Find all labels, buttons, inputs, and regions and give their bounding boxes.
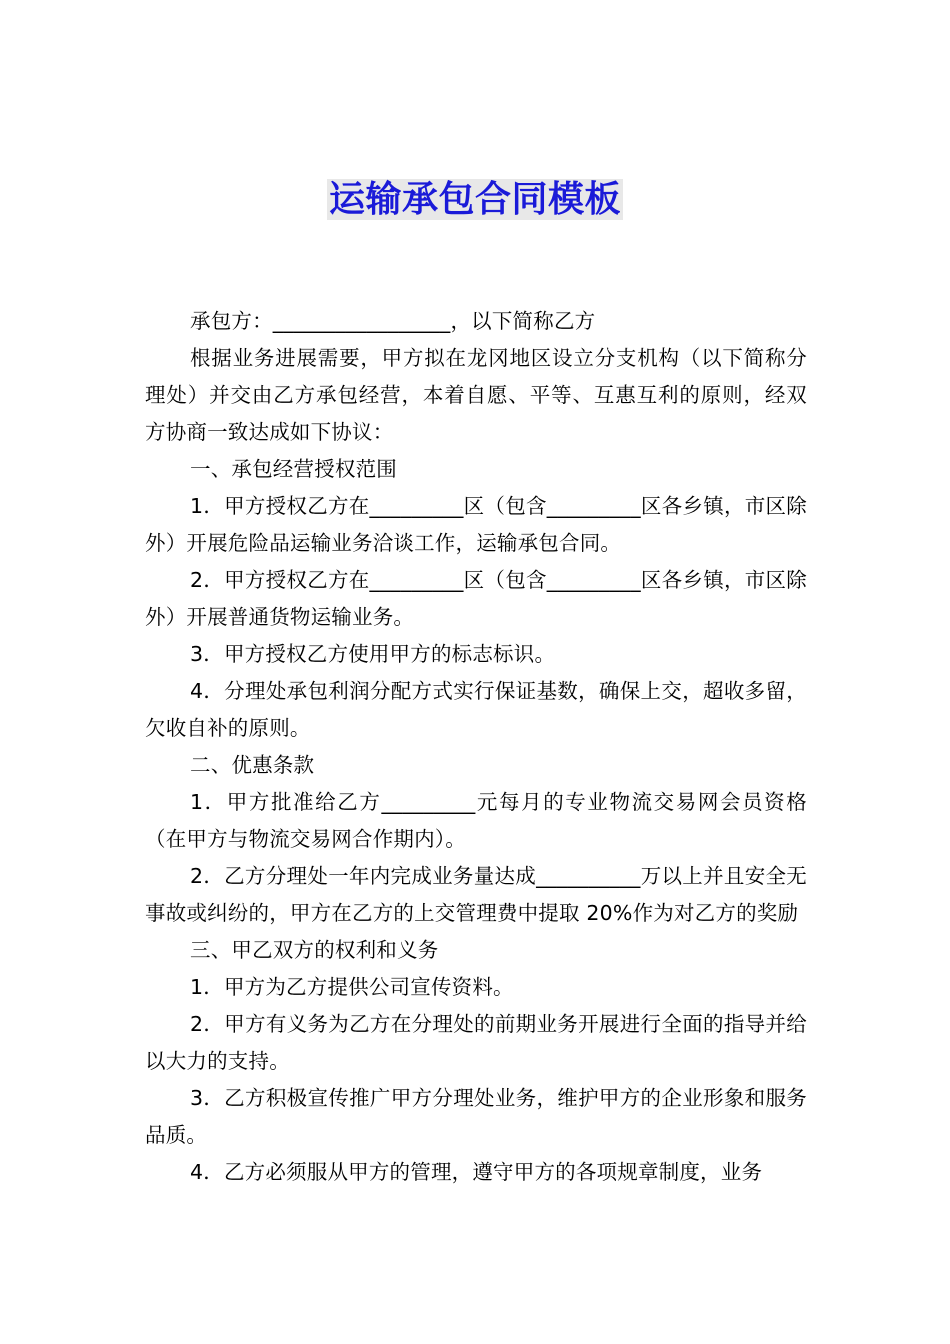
clause-2-1: 1．甲方批准给乙方_________元每月的专业物流交易网会员资格（在甲方与物流交易网合作期内）。 (145, 790, 807, 851)
clause-1-3: 3．甲方授权乙方使用甲方的标志标识。 (190, 642, 556, 666)
clause-3-4: 4．乙方必须服从甲方的管理，遵守甲方的各项规章制度，业务 (190, 1160, 763, 1184)
clause-2-2: 2．乙方分理处一年内完成业务量达成__________万以上并且安全无事故或纠纷的，甲方在乙方的上交管理费中提取 20%作为对乙方的奖励 (145, 864, 807, 925)
clause-3-3: 3．乙方积极宣传推广甲方分理处业务，维护甲方的企业形象和服务品质。 (145, 1086, 807, 1147)
clause-1-4: 4．分理处承包利润分配方式实行保证基数，确保上交，超收多留，欠收自补的原则。 (145, 679, 807, 740)
document-body (145, 303, 807, 1191)
title-text: 运输承包合同模板 (328, 179, 621, 220)
contractor-line: 承包方：_________________，以下简称乙方 (190, 309, 596, 333)
preamble-paragraph: 根据业务进展需要，甲方拟在龙冈地区设立分支机构（以下简称分理处）并交由乙方承包经营，本着自愿、平等、互惠互利的原则，经双方协商一致达成如下协议： (145, 346, 807, 444)
clause-1-2: 2．甲方授权乙方在_________区（包含_________区各乡镇，市区除外）开展普通货物运输业务。 (145, 568, 807, 629)
clause-3-1: 1．甲方为乙方提供公司宣传资料。 (190, 975, 514, 999)
section-heading-3: 三、甲乙双方的权利和义务 (190, 938, 439, 962)
clause-1-1: 1．甲方授权乙方在_________区（包含_________区各乡镇，市区除外）开展危险品运输业务洽谈工作，运输承包合同。 (145, 494, 807, 555)
document-title (0, 176, 950, 224)
section-heading-2: 二、优惠条款 (190, 753, 315, 777)
section-heading-1: 一、承包经营授权范围 (190, 457, 397, 481)
clause-3-2: 2．甲方有义务为乙方在分理处的前期业务开展进行全面的指导并给以大力的支持。 (145, 1012, 807, 1073)
